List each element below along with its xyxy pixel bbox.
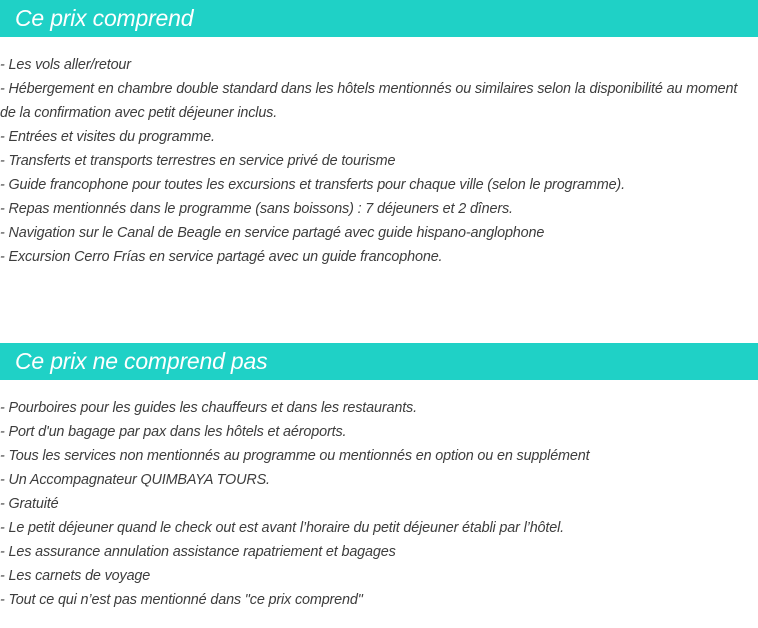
included-section-header [0,0,758,37]
included-item: - Hébergement en chambre double standard dans les hôtels mentionnés ou similaires selon la disponibilité au moment de la confirmation avec petit déjeuner inclus. [0,81,738,121]
included-item: - Excursion Cerro Frías en service partagé avec un guide francophone. [0,249,443,265]
excluded-item: - Les carnets de voyage [0,568,151,584]
excluded-items-list [0,396,752,612]
included-item: - Navigation sur le Canal de Beagle en service partagé avec guide hispano-anglophone [0,225,545,241]
included-item: - Transferts et transports terrestres en service privé de tourisme [0,153,396,169]
excluded-item: - Les assurance annulation assistance rapatriement et bagages [0,544,396,560]
excluded-section-title: Ce prix ne comprend pas [15,348,268,374]
included-items-list [0,53,752,269]
excluded-item: - Tous les services non mentionnés au programme ou mentionnés en option ou en supplément [0,448,590,464]
excluded-item: - Tout ce qui n’est pas mentionné dans "ce prix comprend" [0,592,363,608]
excluded-item: - Port d'un bagage par pax dans les hôtels et aéroports. [0,424,347,440]
included-item: - Les vols aller/retour [0,57,131,73]
included-item: - Guide francophone pour toutes les excursions et transferts pour chaque ville (selon le programme). [0,177,625,193]
excluded-item: - Pourboires pour les guides les chauffeurs et dans les restaurants. [0,400,417,416]
excluded-section-header [0,343,758,380]
excluded-item: - Gratuité [0,496,59,512]
excluded-item: - Le petit déjeuner quand le check out est avant l’horaire du petit déjeuner établi par l’hôtel. [0,520,565,536]
included-section-title: Ce prix comprend [15,5,194,31]
excluded-item: - Un Accompagnateur QUIMBAYA TOURS. [0,472,270,488]
included-item: - Entrées et visites du programme. [0,129,215,145]
included-item: - Repas mentionnés dans le programme (sans boissons) : 7 déjeuners et 2 dîners. [0,201,513,217]
